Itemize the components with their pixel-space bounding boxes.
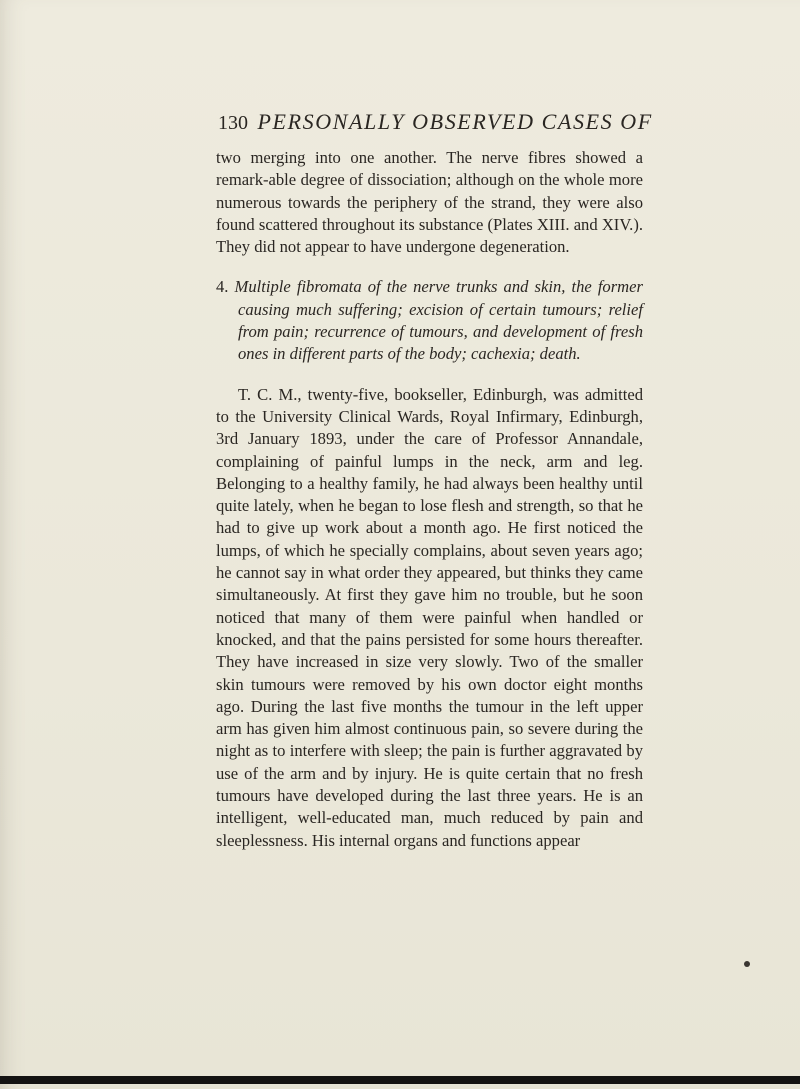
running-head [218,107,658,137]
bottom-edge-bar [0,1076,800,1084]
case-heading-text: Multiple fibromata of the nerve trunks and skin, the former causing much suffering; excision of certain tumours; relief from pain; recurrence of tumours, and development of fresh ones in different parts of the body; cachexia; death. [234,277,643,364]
continued-paragraph: two merging into one another. The nerve fibres showed a remark-able degree of dissociation; although on the whole more numerous towards the periphery of the strand, they were also found scattered throughout its substance (Plates XIII. and XIV.). They did not appear to have undergone degeneration. [216,148,643,257]
case-paragraph: T. C. M., twenty-five, bookseller, Edinburgh, was admitted to the University Clinical Wards, Royal Infirmary, Edinburgh, 3rd January 1893, under the care of Professor Annandale, complaining of painful lumps in the neck, arm and leg. Belonging to a healthy family, he had always been healthy until quite lately, when he began to lose flesh and strength, so that he had to give up work about a month ago. He first noticed the lumps, of which he specially complains, about seven years ago; he cannot say in what order they appeared, but thinks they came simultaneously. At first they gave him no trouble, but he soon noticed that many of them were painful when handled or knocked, and that the pains persisted for some hours thereafter. They have increased in size very slowly. Two of the smaller skin tumours were removed by his own doctor eight months ago. During the last five months the tumour in the left upper arm has given him almost continuous pain, so severe during the night as to interfere with sleep; the pain is further aggravated by use of the arm and by injury. He is quite certain that no fresh tumours have developed during the last three years. He is an intelligent, well-educated man, much reduced by pain and sleeplessness. His internal organs and functions appear [216,384,643,850]
case-heading [216,276,643,365]
case-number: 4. [216,277,229,297]
running-title: PERSONALLY OBSERVED CASES OF [257,109,653,134]
page-number: 130 [218,112,248,134]
text-block [216,147,643,852]
margin-dot-mark [744,961,750,967]
